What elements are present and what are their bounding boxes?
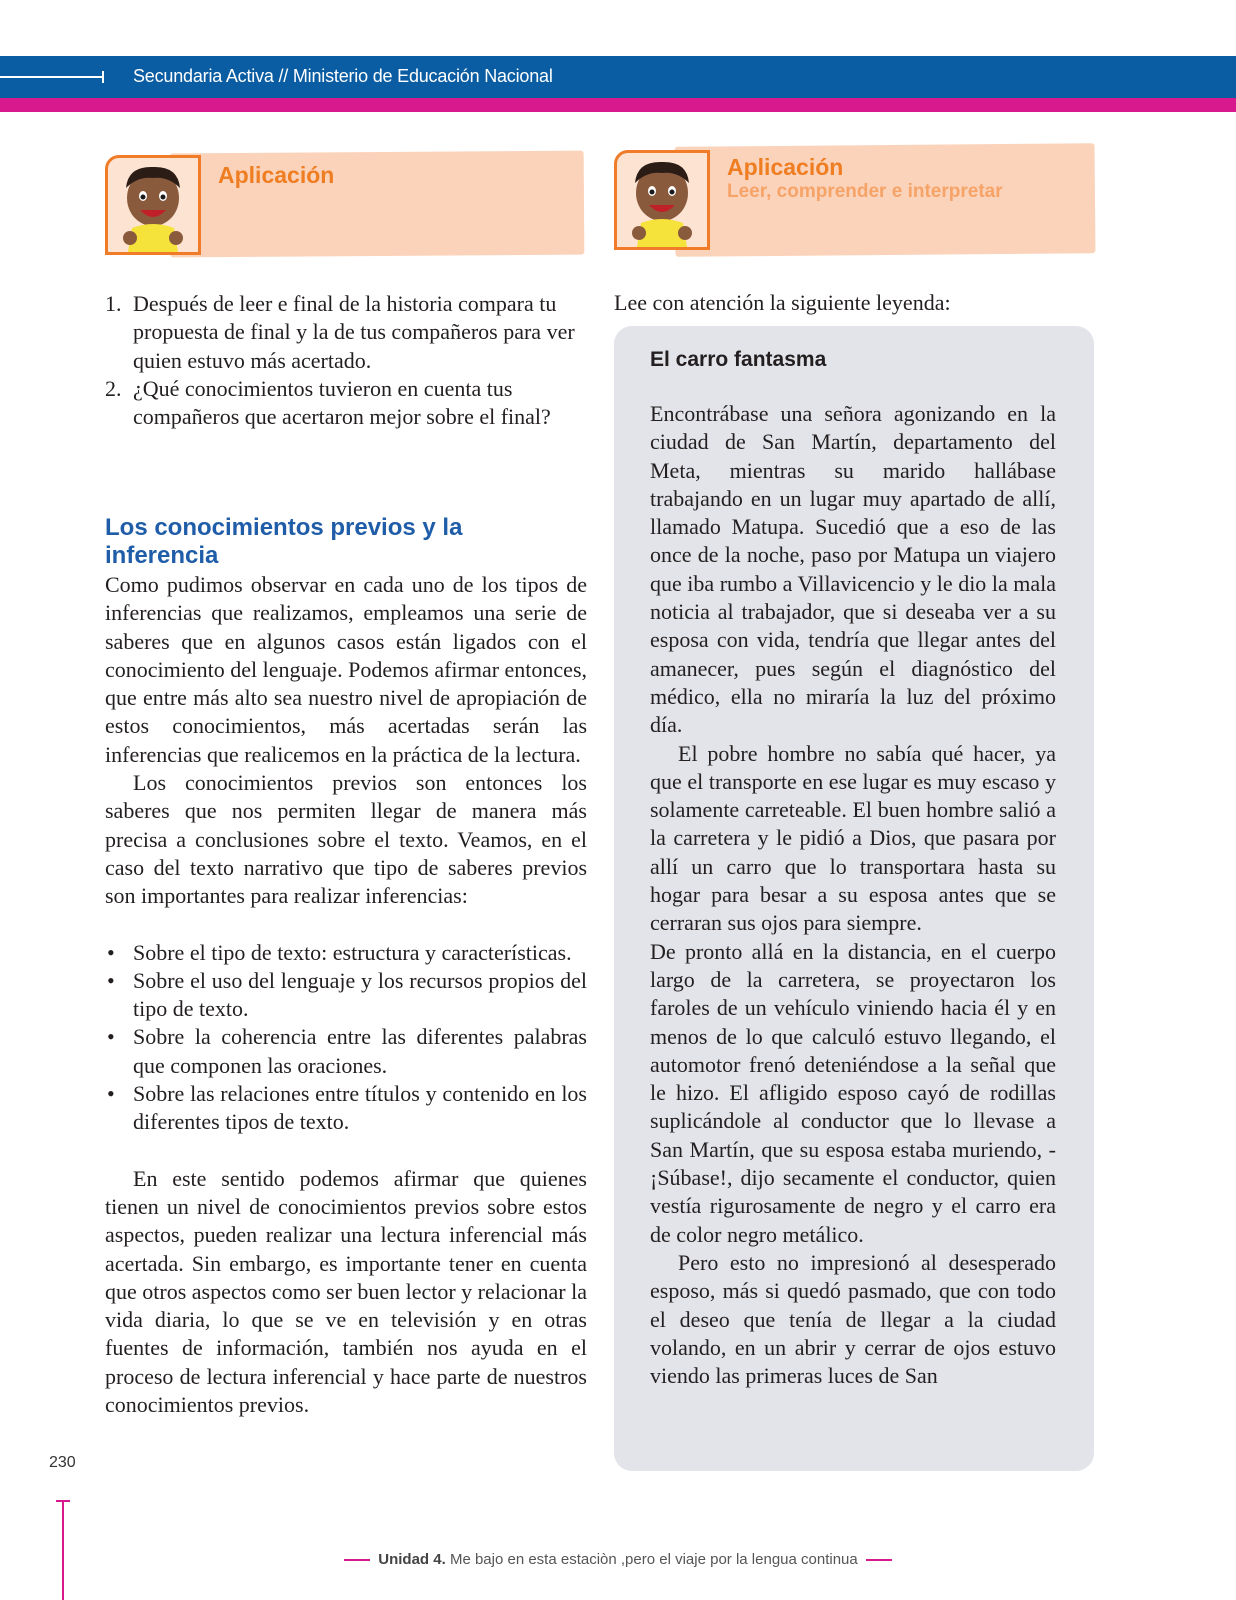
bullet-icon: • <box>107 939 115 965</box>
bullet-list <box>105 939 587 1137</box>
footer <box>0 1551 1236 1568</box>
section-body <box>105 571 587 1419</box>
bullet-icon: • <box>107 1081 115 1107</box>
story-paragraph: El pobre hombre no sabía qué hacer, ya que el transporte en ese lugar es muy escaso y solamente carreteable. El buen hombre salió a la carretera y le pidió a Dios, que pasara por allí un carro que lo transportara hasta su hogar para besar a su esposa antes que se cerraran sus ojos para siempre. <box>650 740 1056 936</box>
footer-unit-label: Unidad 4. <box>378 1551 446 1568</box>
story-body <box>650 400 1056 1390</box>
bullet-icon: • <box>107 1024 115 1050</box>
student-avatar-icon <box>617 153 707 247</box>
student-avatar <box>614 150 710 250</box>
bullet-item <box>105 1080 587 1137</box>
bullet-text: Sobre el tipo de texto: estructura y características. <box>133 939 572 965</box>
bullet-text: Sobre las relaciones entre títulos y contenido en los diferentes tipos de texto. <box>133 1081 587 1135</box>
section-heading: Los conocimientos previos y la inferencia <box>105 514 463 569</box>
question-number: 2. <box>105 375 122 401</box>
margin-rule <box>62 1500 64 1600</box>
bullet-item <box>105 967 587 1024</box>
story-paragraph: Pero esto no impresionó al desesperado esposo, más si quedó pasmado, que con todo el deseo que tenía de llegar a la ciudad volando, en un abrir y cerrar de ojos estuvo viendo las primeras luces de San <box>650 1249 1056 1389</box>
page-number: 230 <box>49 1454 76 1471</box>
margin-rule-tick <box>56 1500 70 1502</box>
story-title: El carro fantasma <box>650 348 827 371</box>
header-title: Secundaria Activa // Ministerio de Educación Nacional <box>133 66 553 86</box>
header-rule-tick <box>102 71 104 83</box>
story-paragraph: De pronto allá en la distancia, en el cuerpo largo de la carretera, se proyectaron los faroles de un vehículo viniendo hacia él y en menos de lo que calculó estuvo llegando, el automotor frenó deteniéndose a la señal que le hizo. El afligido esposo cayó de rodillas suplicándole al conductor que lo llevase a San Martín, que su esposa estaba muriendo, -¡Súbase!, dijo secamente el conductor, quien vestía rigurosamente de negro y el carro era de color negro metálico. <box>650 938 1056 1247</box>
bullet-icon: • <box>107 967 115 993</box>
question-list <box>105 290 587 431</box>
question-item <box>105 290 587 375</box>
question-number: 1. <box>105 291 122 316</box>
header-rule <box>0 76 104 78</box>
paragraph: Los conocimientos previos son entonces los saberes que nos permiten llegar de manera más precisa a conclusiones sobre el texto. Veamos, en el caso del texto narrativo que tipo de saberes previos son importantes para realizar inferencias: <box>105 770 587 909</box>
question-text: Después de leer e final de la historia compara tu propuesta de final y la de tus compañeros para ver quien estuvo más acertado. <box>133 291 575 373</box>
banner-title: Aplicación <box>727 154 844 180</box>
paragraph: Como pudimos observar en cada uno de los tipos de inferencias que realizamos, empleamos una serie de saberes que en algunos casos están ligados con el conocimiento del lenguaje. Podemos afirmar entonces, que entre más alto sea nuestro nivel de apropiación de estos conocimientos, más acertadas serán las inferencias que realicemos en la práctica de la lectura. <box>105 572 588 767</box>
paragraph: En este sentido podemos afirmar que quienes tienen un nivel de conocimientos previos sobre estos aspectos, pueden realizar una lectura inferencial más acertada. Sin embargo, es importante tener en cuenta que otros aspectos como ser buen lector y relacionar la vida diaria, lo que se ve en televisión y en otras fuentes de información, también nos ayuda en el proceso de lectura inferencial y hace parte de nuestros conocimientos previos. <box>105 1165 587 1418</box>
bullet-item <box>105 1023 587 1080</box>
student-avatar-icon <box>108 158 198 252</box>
header-accent-stripe <box>0 98 1236 112</box>
footer-unit-title: Me bajo en esta estaciòn ,pero el viaje por la lengua continua <box>449 1551 858 1568</box>
footer-rule <box>344 1559 370 1561</box>
footer-rule <box>866 1559 892 1561</box>
banner-title: Aplicación <box>218 162 335 188</box>
bullet-text: Sobre la coherencia entre las diferentes palabras que componen las oraciones. <box>133 1024 587 1078</box>
reading-intro: Lee con atención la siguiente leyenda: <box>614 290 951 315</box>
question-text: ¿Qué conocimientos tuvieron en cuenta tus compañeros que acertaron mejor sobre el final? <box>133 375 551 430</box>
bullet-text: Sobre el uso del lenguaje y los recursos propios del tipo de texto. <box>133 967 587 1022</box>
bullet-item <box>105 939 587 967</box>
student-avatar <box>105 155 201 255</box>
question-item <box>105 375 587 432</box>
banner-subtitle: Leer, comprender e interpretar <box>727 181 1003 202</box>
story-paragraph: Encontrábase una señora agonizando en la ciudad de San Martín, departamento del Meta, mientras su marido hallábase trabajando en un lugar muy apartado de allí, llamado Matupa. Sucedió que a eso de las once de la noche, paso por Matupa un viajero que iba rumbo a Villavicencio y le dio la mala noticia al trabajador, que si deseaba ver a su esposa con vida, tendría que llegar antes del amanecer, pues según el diagnóstico del médico, ella no miraría la luz del próximo día. <box>650 401 1056 738</box>
